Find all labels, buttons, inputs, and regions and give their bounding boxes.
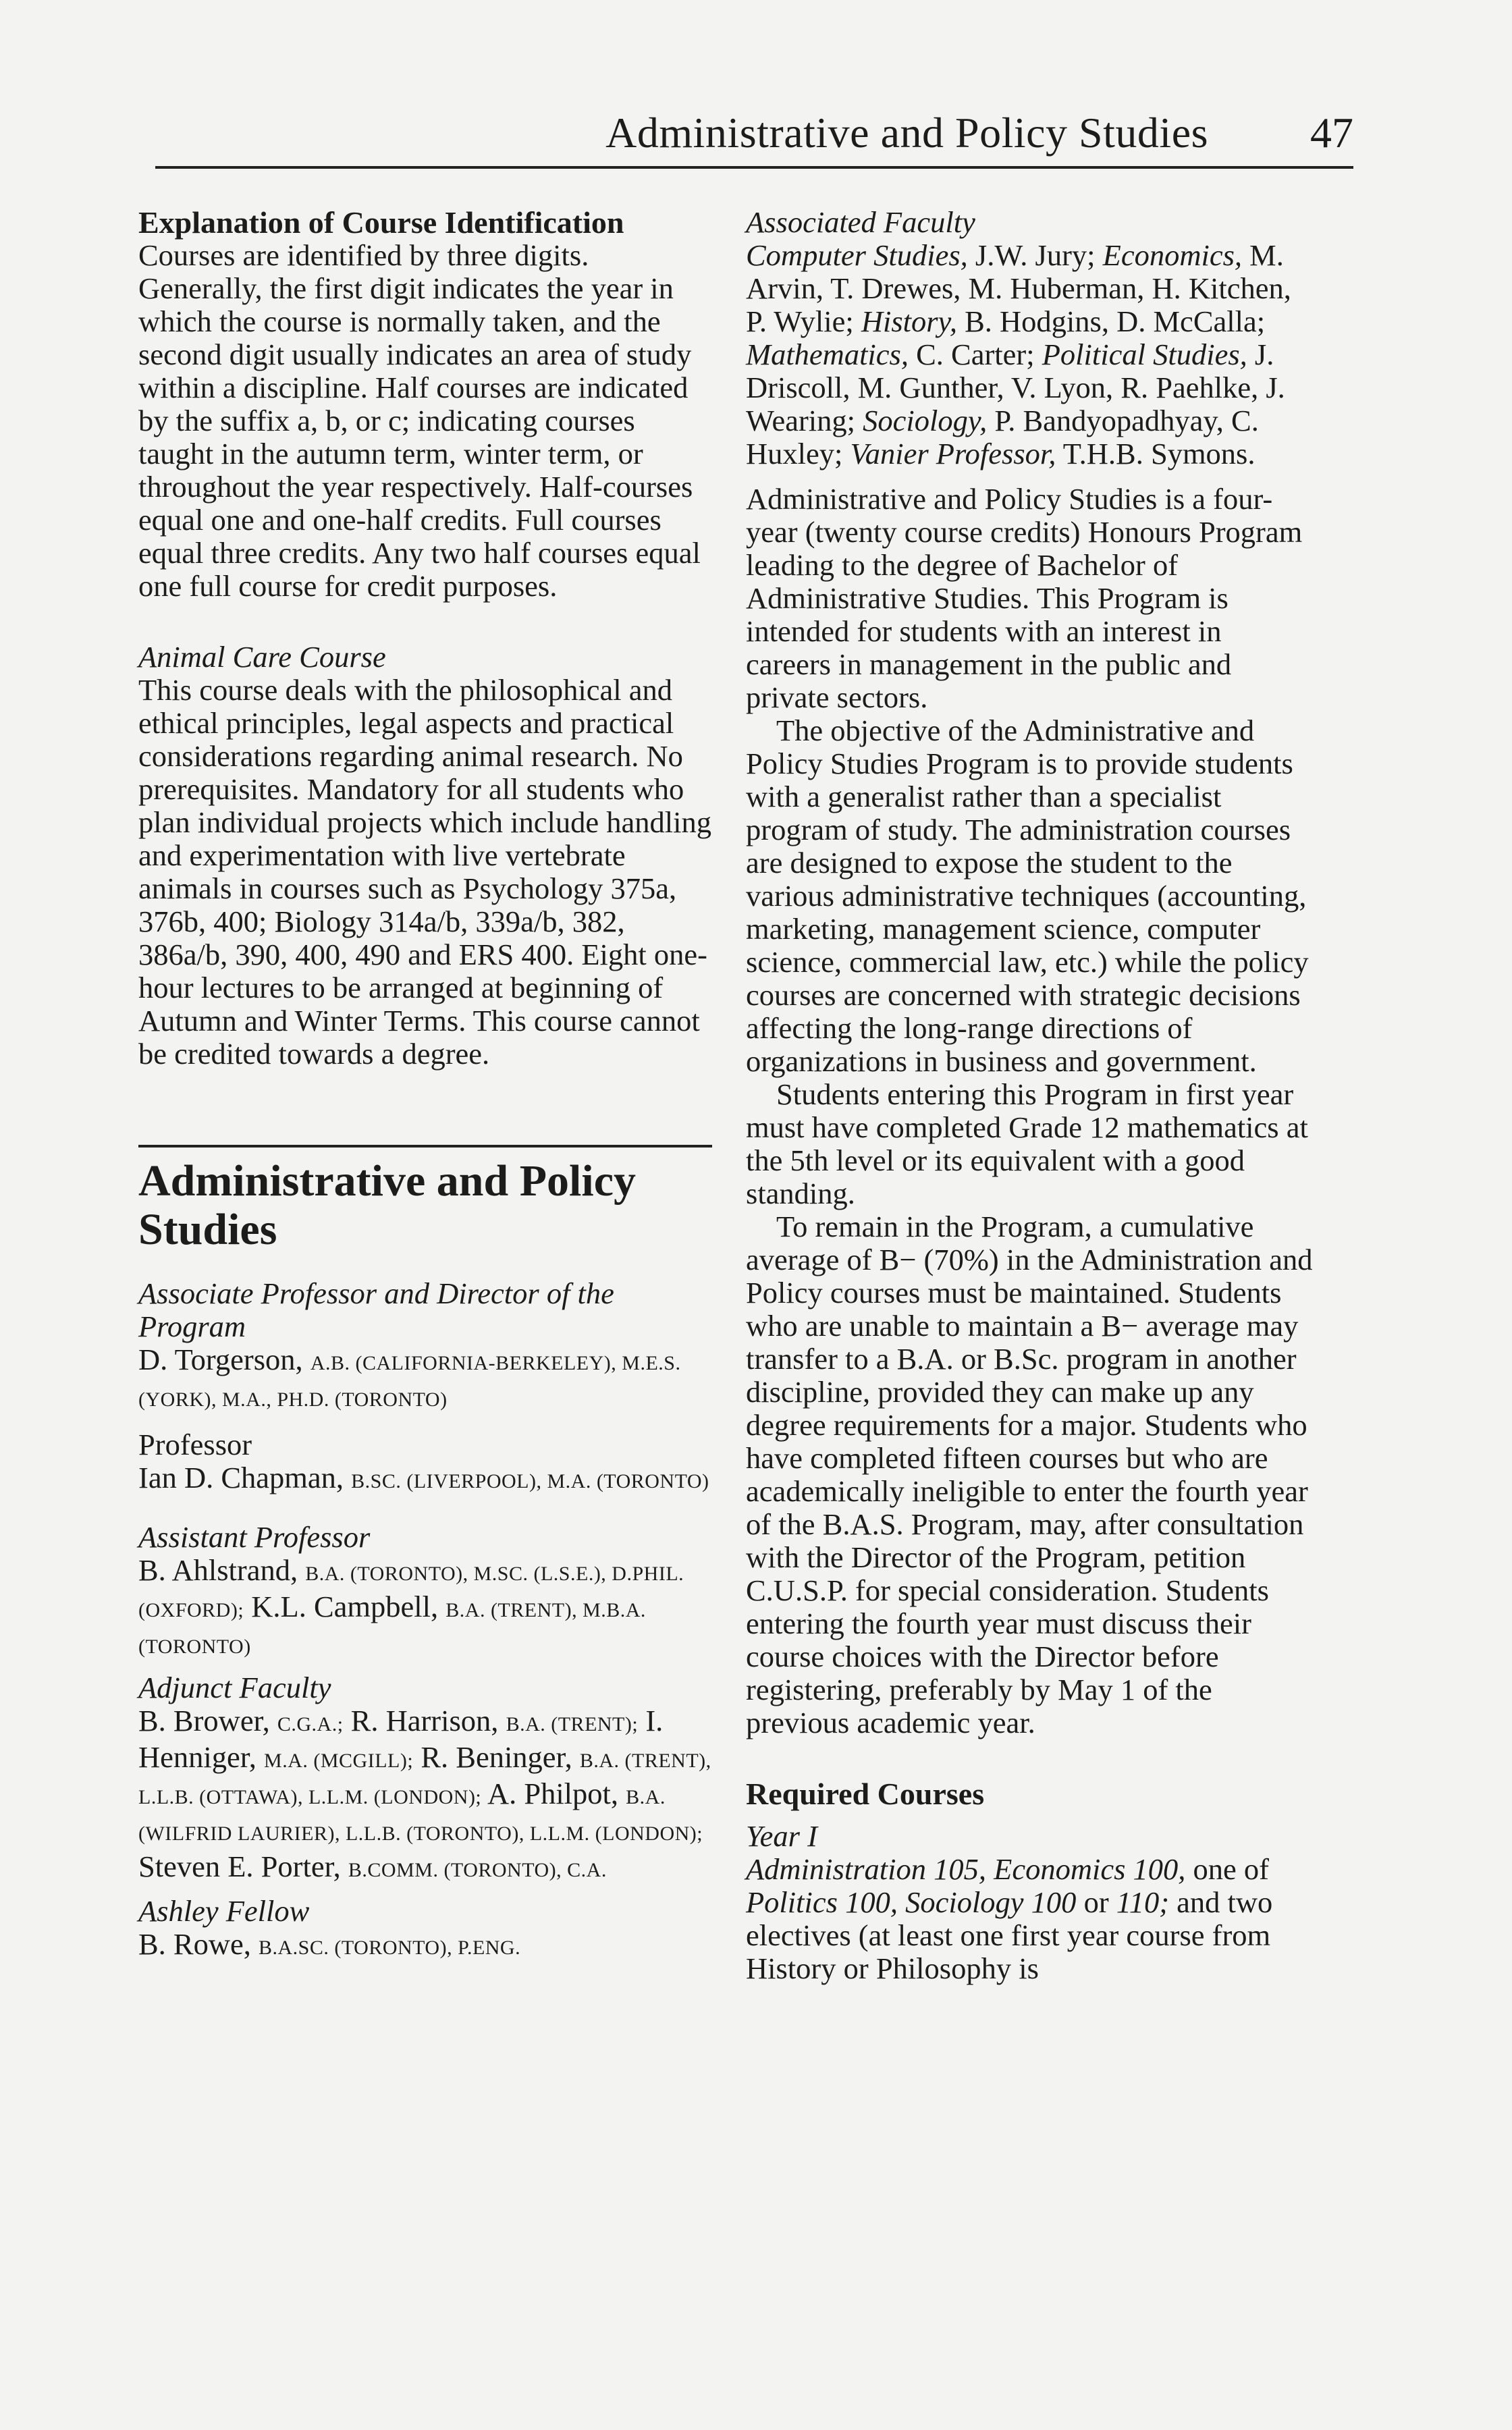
professor-degrees: B.SC. (LIVERPOOL), M.A. (TORONTO) — [351, 1470, 709, 1492]
year-1-text-1: one of — [1193, 1852, 1269, 1886]
year-1-text-3: and two electives (at least one first year course from History or Philosophy is — [746, 1885, 1273, 1985]
animal-care-heading: Animal Care Course — [138, 640, 386, 674]
director-title: Associate Professor and Director of the Program — [138, 1276, 614, 1343]
assoc-soc-label: Sociology, — [863, 404, 988, 437]
section-title: Administrative and Policy Studies — [138, 1156, 636, 1254]
header-rule — [155, 166, 1353, 169]
adjunct-4-degrees: B.A. (TRENT), L.L.B. (OTTAWA), L.L.M. (LONDON); — [138, 1750, 711, 1808]
right-column — [746, 206, 1313, 1985]
fellow-entry — [138, 1928, 712, 1964]
assistant-1-degrees: B.A. (TORONTO), M.SC. (L.S.E.), D.PHIL. (OXFORD); — [138, 1563, 684, 1621]
section-rule — [138, 1145, 712, 1148]
year-1-text-2: or — [1083, 1885, 1109, 1919]
assoc-pol-names: J. Driscoll, M. Gunther, V. Lyon, R. Paehlke, J. Wearing; — [746, 338, 1285, 437]
running-head-title: Administrative and Policy Studies — [605, 109, 1208, 157]
program-paragraph-3: Students entering this Program in first year must have completed Grade 12 mathematics at the 5th level or its equivalent with a good standing. — [746, 1077, 1308, 1210]
assoc-vanier-names: T.H.B. Symons. — [1062, 437, 1256, 470]
year-1-courses-2: Politics 100, Sociology 100 — [746, 1885, 1077, 1919]
fellow-degrees: B.A.SC. (TORONTO), P.ENG. — [259, 1937, 521, 1959]
year-1-courses-3: 110; — [1116, 1885, 1170, 1919]
adjunct-6-degrees: B.COMM. (TORONTO), C.A. — [348, 1859, 607, 1881]
assoc-econ-names: M. Arvin, T. Drewes, M. Huberman, H. Kitchen, P. Wylie; — [746, 238, 1291, 338]
year-1-label: Year I — [746, 1819, 817, 1853]
adjunct-2-name: R. Harrison, — [350, 1704, 499, 1737]
adjunct-entries — [138, 1704, 712, 1887]
director-entry — [138, 1343, 712, 1416]
assoc-cs-names: J.W. Jury; — [975, 238, 1096, 272]
explanation-heading: Explanation of Course Identification — [138, 205, 624, 240]
program-paragraph-2: The objective of the Administrative and Policy Studies Program is to provide students with a generalist rather than a specialist program of study. The administration courses are designed to expose the student to the various administrative techniques (accounting, marketing, management science, computer science, commercial law, etc.) while the policy courses are concerned with strategic decisions affecting the long-range directions of organizations in business and government. — [746, 713, 1309, 1078]
adjunct-title: Adjunct Faculty — [138, 1671, 331, 1704]
page-header — [155, 101, 1353, 169]
assistant-title: Assistant Professor — [138, 1520, 371, 1554]
associated-faculty-title: Associated Faculty — [746, 205, 975, 239]
adjunct-4-name: R. Beninger, — [421, 1740, 572, 1774]
page-number: 47 — [1310, 109, 1353, 157]
year-1-requirements — [746, 1853, 1313, 1985]
year-1-courses: Administration 105, Economics 100, — [746, 1852, 1186, 1886]
adjunct-5-degrees: B.A. (WILFRID LAURIER), L.L.B. (TORONTO), L.L.M. (LONDON); — [138, 1786, 703, 1845]
assistant-2-name: K.L. Campbell, — [251, 1590, 439, 1623]
required-courses-heading: Required Courses — [746, 1777, 985, 1811]
assistant-2-degrees: B.A. (TRENT), M.B.A. (TORONTO) — [138, 1599, 646, 1658]
associated-faculty-list — [746, 239, 1313, 470]
director-name: D. Torgerson, — [138, 1343, 303, 1376]
assoc-pol-label: Political Studies, — [1042, 338, 1247, 371]
adjunct-3-degrees: M.A. (MCGILL); — [264, 1750, 414, 1772]
assistant-1-name: B. Ahlstrand, — [138, 1553, 298, 1587]
adjunct-2-degrees: B.A. (TRENT); — [506, 1713, 639, 1735]
explanation-text: Courses are identified by three digits. Generally, the first digit indicates the year in which the course is normally taken, and the second digit usually indicates an area of study within a discipline. Half courses are indicated by the suffix a, b, or c; indicating courses taught in the autumn term, winter term, or throughout the year respectively. Half-courses equal one and one-half credits. Full courses equal three credits. Any two half courses equal one full course for credit purposes. — [138, 238, 701, 603]
assoc-cs-label: Computer Studies, — [746, 238, 968, 272]
fellow-title: Ashley Fellow — [138, 1894, 310, 1928]
professor-name: Ian D. Chapman, — [138, 1461, 344, 1494]
assistant-entries — [138, 1554, 712, 1663]
assoc-math-names: C. Carter; — [916, 338, 1035, 371]
assoc-econ-label: Economics, — [1102, 238, 1243, 272]
adjunct-1-name: B. Brower, — [138, 1704, 270, 1737]
assoc-vanier-label: Vanier Professor, — [850, 437, 1056, 470]
program-paragraph-4: To remain in the Program, a cumulative average of B− (70%) in the Administration and Policy courses must be maintained. Students who are unable to maintain a B− average may transfer to a B.A. or B.Sc. program in another discipline, provided they can make up any degree requirements for a major. Students who have completed fifteen courses but who are academically ineligible to enter the fourth year of the B.A.S. Program, may, after consultation with the Director of the Program, petition C.U.S.P. for special consideration. Students entering the fourth year must discuss their course choices with the Director before registering, preferably by May 1 of the previous academic year. — [746, 1210, 1313, 1739]
professor-title: Professor — [138, 1428, 252, 1461]
animal-care-text: This course deals with the philosophical and ethical principles, legal aspects and practical considerations regarding animal research. No prerequisites. Mandatory for all students who plan individual projects which include handling and experimentation with live vertebrate animals in courses such as Psychology 375a, 376b, 400; Biology 314a/b, 339a/b, 382, 386a/b, 390, 400, 490 and ERS 400. Eight one-hour lectures to be arranged at beginning of Autumn and Winter Terms. This course cannot be credited towards a degree. — [138, 673, 712, 1071]
program-paragraph-1: Administrative and Policy Studies is a four-year (twenty course credits) Honours Program leading to the degree of Bachelor of Administrative Studies. This Program is intended for students with an interest in careers in management in the public and private sectors. — [746, 482, 1303, 714]
assoc-soc-names: P. Bandyopadhyay, C. Huxley; — [746, 404, 1259, 470]
director-degrees: A.B. (CALIFORNIA-BERKELEY), M.E.S. (YORK), M.A., PH.D. (TORONTO) — [138, 1352, 681, 1411]
adjunct-5-name: A. Philpot, — [487, 1777, 619, 1810]
assoc-hist-label: History, — [861, 304, 957, 338]
assoc-math-label: Mathematics, — [746, 338, 909, 371]
adjunct-6-name: Steven E. Porter, — [138, 1850, 341, 1883]
adjunct-1-degrees: C.G.A.; — [277, 1713, 344, 1735]
adjunct-3-name: I. Henniger, — [138, 1704, 664, 1774]
fellow-name: B. Rowe, — [138, 1927, 251, 1961]
professor-entry — [138, 1461, 712, 1498]
assoc-hist-names: B. Hodgins, D. McCalla; — [965, 304, 1266, 338]
left-column — [138, 206, 712, 1964]
